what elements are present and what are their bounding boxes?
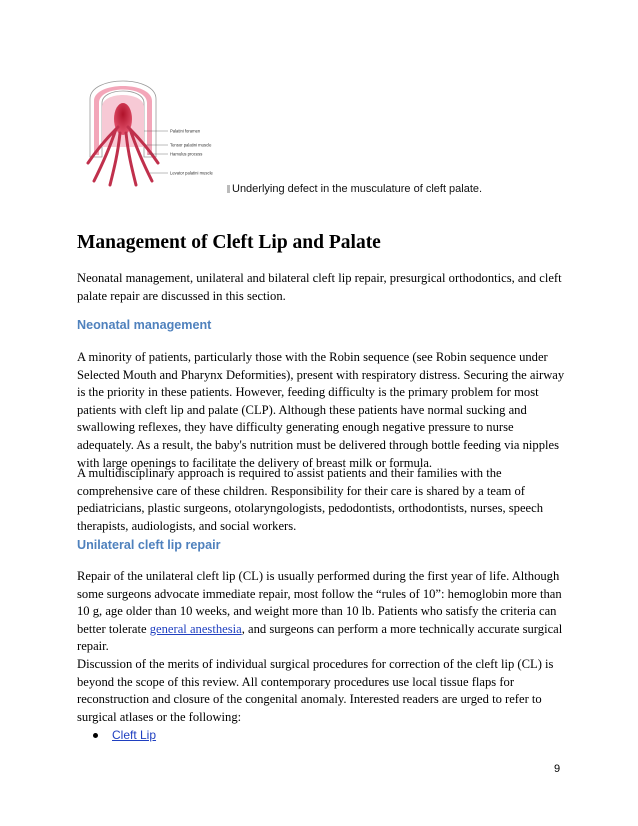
figure-caption-text: Underlying defect in the musculature of cleft palate.	[232, 183, 483, 195]
figure-label: Tensor palatini muscle	[170, 142, 212, 148]
cleft-lip-link[interactable]: Cleft Lip	[112, 728, 157, 742]
text-line: A minority of patients, particularly those with the Robin sequence (see Robin sequence under	[77, 350, 548, 364]
text-line: Neonatal management, unilateral and bilateral cleft lip repair, presurgical orthodontics, and cleft	[77, 271, 562, 285]
text-line: pediatricians, plastic surgeons, otolaryngologists, pedodontists, orthodontists, nurses, speech	[77, 501, 544, 516]
text-line: Selected Mouth and Pharynx Deformities), present with respiratory distress. Securing the airway	[77, 367, 565, 382]
section-heading-unilateral: Unilateral cleft lip repair	[77, 538, 221, 552]
text-line: swallowing reflexes, they have difficulty generating enough negative pressure to nurse	[77, 420, 514, 435]
unilateral-paragraph-1	[77, 568, 567, 656]
palate-musculature-figure	[80, 77, 240, 189]
page-number: 9	[554, 763, 561, 775]
bullet-icon	[93, 733, 98, 738]
figure-label: Hamulus process	[170, 151, 203, 157]
list-item	[93, 728, 156, 742]
section-heading-neonatal: Neonatal management	[77, 318, 212, 332]
text-line: surgical atlases or the following:	[77, 709, 242, 724]
broken-image-icon	[227, 185, 230, 193]
text-line: patients with cleft lip and palate (CLP). Although these patients have normal sucking and	[77, 402, 527, 417]
page-title: Management of Cleft Lip and Palate	[77, 232, 381, 253]
unilateral-paragraph-2	[77, 656, 567, 726]
text-line: adequately. As a result, the baby's nutrition must be delivered through bottle feeding via nipples	[77, 437, 559, 452]
text-line: better tolerate general anesthesia, and surgeons can perform a more technically accurate surgical	[77, 621, 563, 636]
text-line: palate repair are discussed in this section.	[77, 288, 286, 303]
figure-label: Palatini foramen	[170, 128, 201, 134]
text-line: therapists, audiologists, and social workers.	[77, 518, 297, 533]
text-line: some surgeons advocate immediate repair, most follow the “rules of 10”: hemoglobin more than	[77, 586, 562, 601]
text-line: with large openings to facilitate the delivery of breast milk or formula.	[77, 455, 433, 470]
text-line: beyond the scope of this review. All contemporary procedures use local tissue flaps for	[77, 674, 515, 689]
intro-paragraph	[77, 270, 567, 305]
text-line: Repair of the unilateral cleft lip (CL) is usually performed during the first year of life. Although	[77, 569, 560, 583]
general-anesthesia-link[interactable]: general anesthesia	[149, 621, 242, 636]
reference-list	[93, 728, 156, 742]
figure-caption	[227, 183, 482, 195]
figure-label: Levator palatini muscle	[170, 170, 213, 176]
text-line: A multidisciplinary approach is required to assist patients and their families with the	[77, 466, 502, 480]
text-line: 10 g, age older than 10 weeks, and weight more than 10 lb. Patients who satisfy the criteria can	[77, 604, 557, 619]
neonatal-paragraph-1	[77, 349, 567, 472]
text-line: reconstruction and closure of the congenital anomaly. Interested readers are urged to refer to	[77, 692, 542, 707]
text-line: is the priority in these patients. However, feeding difficulty is the primary problem for most	[77, 385, 539, 400]
text-line: Discussion of the merits of individual surgical procedures for correction of the cleft lip (CL) is	[77, 657, 554, 671]
text-line: comprehensive care of these children. Responsibility for their care is shared by a team of	[77, 483, 525, 498]
neonatal-paragraph-2	[77, 465, 567, 535]
text-line: repair.	[77, 639, 109, 654]
